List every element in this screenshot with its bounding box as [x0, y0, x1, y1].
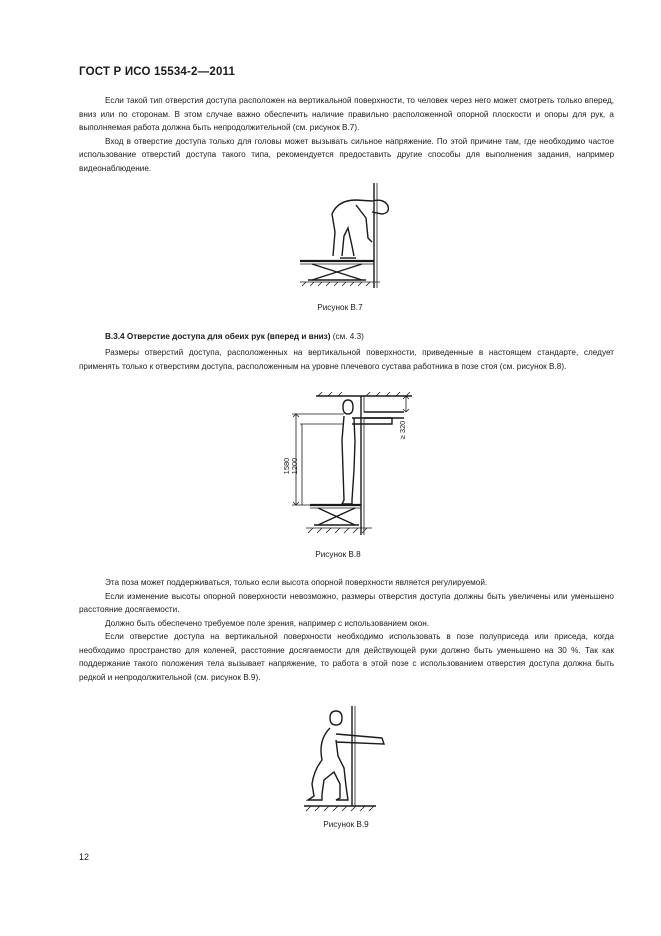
figure-b8-caption: Рисунок В.8 [315, 550, 361, 559]
paragraph: Если отверстие доступа на вертикальной поверхности необходимо использовать в позе полуприседа или приседа, когда необходимо пространство для коленей, расстояние досягаемости для действующей руки должно быть уменьшено на 30 %. Так как поддержание такого положения тела вызывает напряжение, то работа в этой позе с использованием отверстия доступа должна быть редкой и непродолжительной (см. рисунок В.9). [79, 632, 614, 682]
dim-label-1580: 1580 [282, 457, 291, 475]
dim-label-320: ≥ 320 [398, 420, 407, 440]
section-ref: (см. 4.3) [332, 332, 364, 341]
dim-label-1200: 1200 [290, 457, 299, 475]
paragraph: Вход в отверстие доступа только для головы может вызывать сильное напряжение. По этой причине там, где необходимо частое использование отверстий доступа такого типа, рекомендуется предоставить другие способы для выполнения задания, например видеонаблюдение. [79, 136, 614, 173]
figure-b9-caption: Рисунок В.9 [323, 820, 369, 829]
paragraph: Если такой тип отверстия доступа расположен на вертикальной поверхности, то человек через него может смотреть только вперед, вниз или по сторонам. В этом случае важно обеспечить наличие правильно расположенной опорной плоскости и опоры для рук, а выполняемая работа должна быть непродолжительной (см. рисунок В.7). [79, 96, 614, 132]
paragraph: Должно быть обеспечено требуемое поле зрения, например с использованием окон. [105, 618, 430, 628]
paragraph: Если изменение высоты опорной поверхности невозможно, размеры отверстия доступа должны быть увеличены или уменьшено расстояние досягаемости. [79, 591, 614, 614]
paragraph: Эта поза может поддерживаться, только если высота опорной поверхности является регулируемой. [105, 578, 488, 587]
section-title: Отверстие доступа для обеих рук (вперед и вниз) [126, 332, 331, 341]
document-header: ГОСТ Р ИСО 15534-2—2011 [79, 66, 236, 78]
figure-b7-caption: Рисунок В.7 [317, 303, 363, 312]
section-number: В.3.4 [105, 332, 125, 341]
page-number: 12 [79, 852, 90, 862]
paragraph: Размеры отверстий доступа, расположенных на вертикальной поверхности, приведенные в настоящем стандарте, следует применять только к отверстиям доступа, расположенным на уровне плечевого сустава работника в позе стоя (см. рисунок В.8). [79, 348, 614, 371]
